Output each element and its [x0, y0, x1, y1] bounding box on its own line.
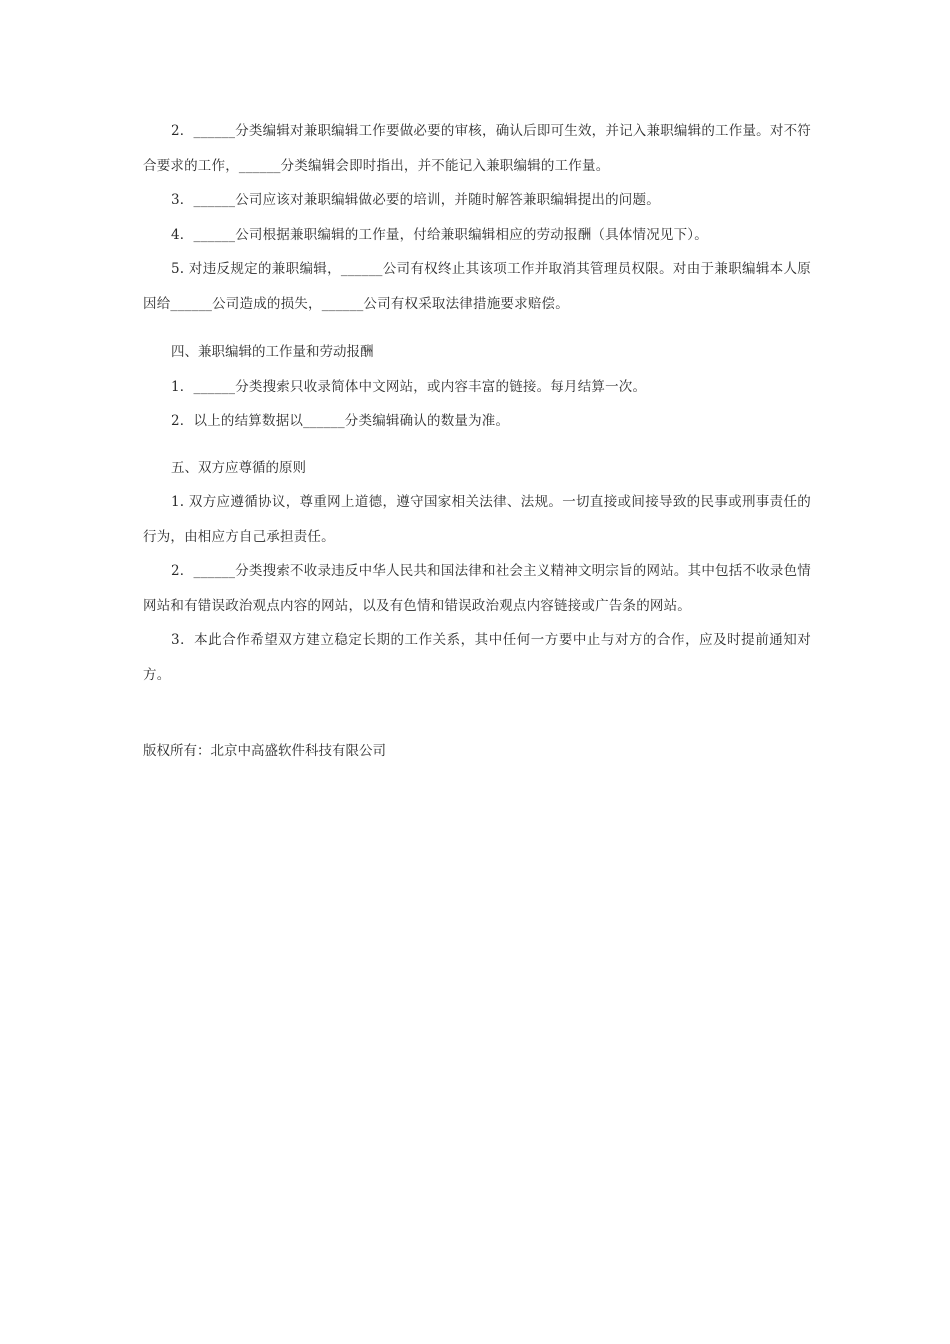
section-4-heading: 四、兼职编辑的工作量和劳动报酬	[171, 344, 374, 360]
clause-3-4: 4．______公司根据兼职编辑的工作量，付给兼职编辑相应的劳动报酬（具体情况见下）。	[171, 226, 708, 243]
document-body	[143, 114, 811, 769]
section-5-heading: 五、双方应尊循的原则	[171, 459, 306, 476]
clause-4-1: 1．______分类搜索只收录简体中文网站，或内容丰富的链接。每月结算一次。	[171, 378, 647, 395]
clause-5-2: 2．______分类搜索不收录违反中华人民共和国法律和社会主义精神文明宗旨的网站。其中包括不收录色情网站和有错误政治观点内容的网站，以及有色情和错误政治观点内容链接或广告条的网站。	[143, 563, 811, 614]
clause-5-3: 3．本此合作希望双方建立稳定长期的工作关系，其中任何一方要中止与对方的合作，应及时提前通知对方。	[143, 632, 811, 683]
clause-3-3: 3．______公司应该对兼职编辑做必要的培训，并随时解答兼职编辑提出的问题。	[171, 192, 660, 208]
footer-spacer	[143, 692, 811, 734]
clause-5-1: 1. 双方应遵循协议，尊重网上道德，遵守国家相关法律、法规。一切直接或间接导致的民事或刑事责任的行为，由相应方自己承担责任。	[143, 494, 811, 545]
section-spacer	[143, 439, 811, 451]
clause-4-2: 2．以上的结算数据以______分类编辑确认的数量为准。	[171, 413, 510, 429]
clause-3-2: 2．______分类编辑对兼职编辑工作要做必要的审核，确认后即可生效，并记入兼职编辑的工作量。对不符合要求的工作，______分类编辑会即时指出，并不能记入兼职编辑的工作量。	[143, 123, 811, 174]
section-spacer	[143, 321, 811, 335]
clause-3-5: 5. 对违反规定的兼职编辑，______公司有权终止其该项工作并取消其管理员权限。对由于兼职编辑本人原因给______公司造成的损失，______公司有权采取法律措施要求赔偿。	[143, 261, 811, 312]
copyright-notice: 版权所有：北京中高盛软件科技有限公司	[143, 743, 386, 759]
